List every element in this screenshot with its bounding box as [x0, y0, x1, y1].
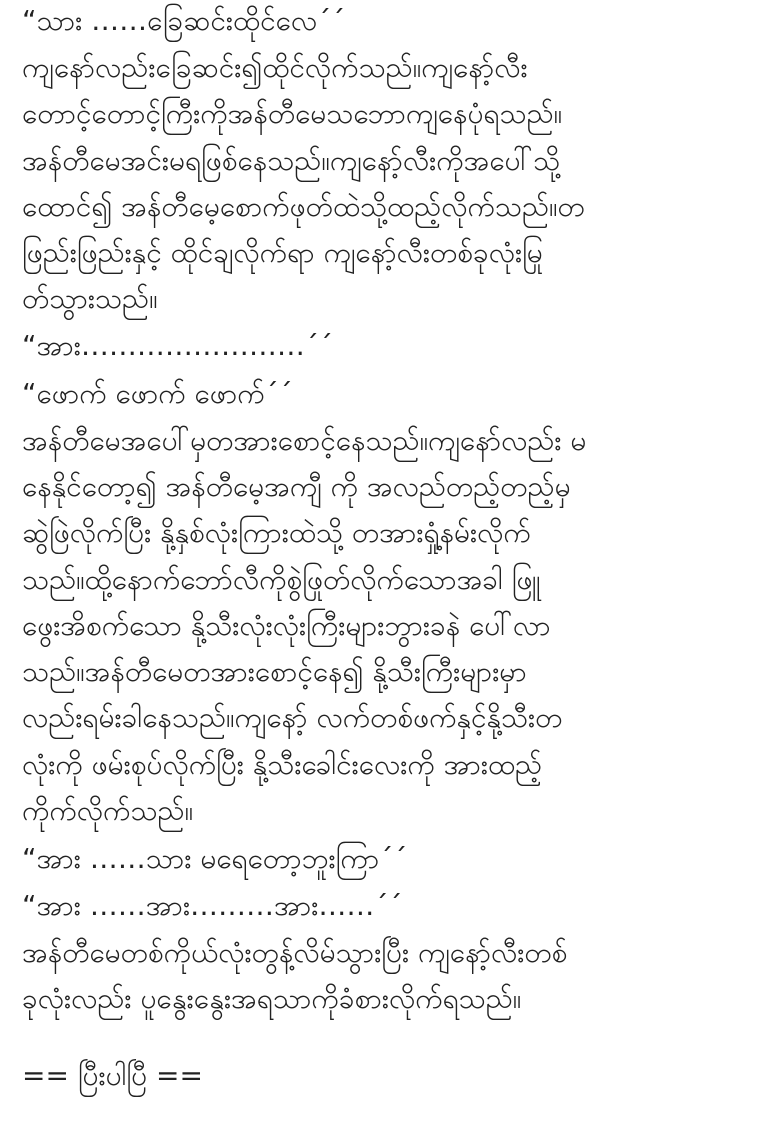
text-line-13: သည်။ထို့နောက်ဘော်လီကိုစွဲဖြုတ်လိုက်သောအခါ ဖြူ: [22, 563, 541, 596]
text-line-22: ခုလုံးလည်း ပူနွေးနွေးအရသာကိုခံစားလိုက်ရသည်။: [22, 982, 522, 1015]
text-line-5: ထောင်၍ အန်တီမေ့စောက်ဖုတ်ထဲသို့ထည့်လိုက်သည်။တ: [22, 190, 585, 223]
text-line-14: ဖွေးအိစက်သော နို့သီးလုံးလုံးကြီးများဘွားခနဲ ပေါ်လာ: [22, 609, 551, 642]
text-line-16: လည်းရမ်းခါနေသည်။ကျနော့် လက်တစ်ဖက်နှင့်နို့သီးတ: [22, 701, 563, 734]
text-line-18: ကိုက်လိုက်သည်။: [22, 794, 194, 827]
text-line-19: “အား ……သား မရေတော့ဘူးကြာ´´: [22, 842, 408, 875]
ending-line: == ပြီးပါပြီ ==: [22, 1059, 203, 1092]
text-line-6: ဖြည်းဖြည်းနှင့် ထိုင်ချလိုက်ရာ ကျနော့်လီးတစ်ခုလုံးမြု: [22, 236, 543, 269]
text-line-4: အန်တီမေအင်းမရဖြစ်နေသည်။ကျနော့်လီးကိုအပေါ်သို့: [22, 144, 561, 177]
text-line-10: အန်တီမေအပေါ်မှတအားစောင့်နေသည်။ကျနော်လည်း မ: [22, 424, 587, 457]
text-line-8: “အား……………………´´: [22, 329, 333, 362]
text-line-9: “ဖောက် ဖောက် ဖောက်´´: [22, 377, 293, 410]
text-line-21: အန်တီမေတစ်ကိုယ်လုံးတွန့်လိမ်သွားပြီး ကျနော့်လီးတစ်: [22, 936, 568, 969]
text-line-20: “အား ……အား………အား……´´: [22, 889, 403, 922]
text-line-7: တ်သွားသည်။: [22, 282, 158, 315]
text-line-17: လုံးကို ဖမ်းစုပ်လိုက်ပြီး နို့သီးခေါင်းလေးကို အားထည့်: [22, 748, 543, 781]
text-line-11: နေနိုင်တော့၍ အန်တီမေ့အကျီ ကို အလည်တည့်တည့်မှ: [22, 470, 571, 503]
text-line-1: “သား ……ခြေဆင်းထိုင်လေ´´: [22, 4, 346, 37]
text-line-2: ကျနော်လည်းခြေဆင်း၍ထိုင်လိုက်သည်။ကျနော့်လီး: [22, 51, 528, 84]
text-line-3: တောင့်တောင့်ကြီးကိုအန်တီမေသဘောကျနေပုံရသည်။: [22, 97, 563, 130]
text-line-12: ဆွဲဖြဲလိုက်ပြီး နို့နှစ်လုံးကြားထဲသို့ တအားရှုံ့နမ်းလိုက်: [22, 516, 531, 549]
text-line-15: သည်။အန်တီမေတအားစောင့်နေ၍ နို့သီးကြီးများမှာ: [22, 655, 527, 688]
